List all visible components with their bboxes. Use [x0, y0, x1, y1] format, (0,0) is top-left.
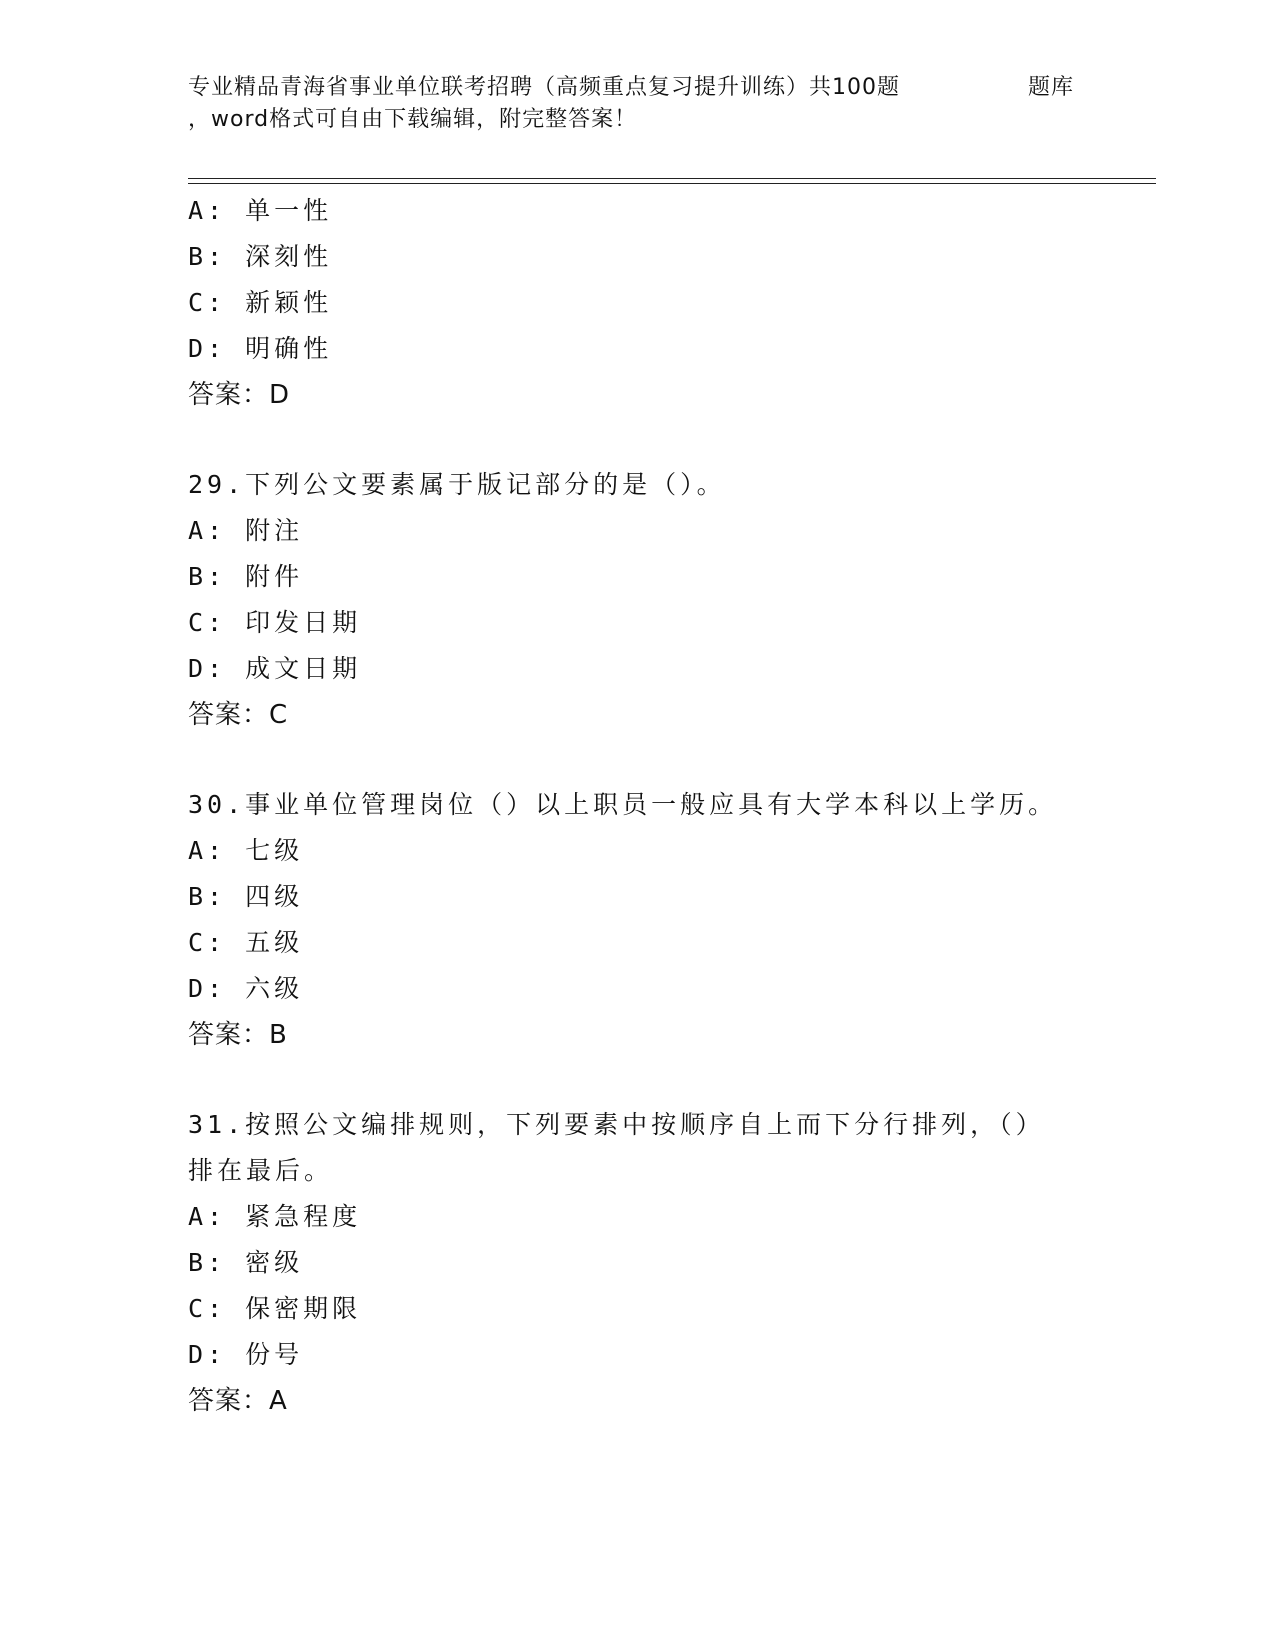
option-b [188, 874, 1088, 920]
option-text: 紧急程度 [245, 1202, 362, 1231]
option-text: 六级 [245, 974, 304, 1003]
option-letter: C: [188, 288, 227, 317]
answer-line: 答案：A [188, 1386, 288, 1416]
option-b [188, 1240, 1088, 1286]
option-letter: B: [188, 882, 227, 911]
question-29 [188, 462, 1088, 738]
answer-line: 答案：D [188, 380, 291, 410]
option-c [188, 600, 1088, 646]
header-divider-bottom [188, 183, 1156, 184]
header-tag: 题库 [1028, 75, 1075, 100]
question-text: 30.事业单位管理岗位（）以上职员一般应具有大学本科以上学历。 [188, 790, 1058, 819]
option-b [188, 554, 1088, 600]
option-text: 附件 [245, 562, 304, 591]
option-c [188, 1286, 1088, 1332]
option-text: 四级 [245, 882, 304, 911]
option-letter: A: [188, 196, 227, 225]
option-d [188, 326, 1088, 372]
document-header [188, 72, 1148, 136]
option-letter: A: [188, 516, 227, 545]
option-text: 七级 [245, 836, 304, 865]
question-list [188, 188, 1088, 1424]
option-a [188, 508, 1088, 554]
option-letter: C: [188, 608, 227, 637]
option-d [188, 1332, 1088, 1378]
question-31 [188, 1102, 1088, 1424]
option-c [188, 280, 1088, 326]
question-text: 29.下列公文要素属于版记部分的是（）。 [188, 470, 726, 499]
option-text: 单一性 [245, 196, 333, 225]
option-text: 保密期限 [245, 1294, 362, 1323]
option-text: 份号 [245, 1340, 304, 1369]
option-a [188, 188, 1088, 234]
option-b [188, 234, 1088, 280]
option-a [188, 1194, 1088, 1240]
option-text: 印发日期 [245, 608, 362, 637]
option-text: 明确性 [245, 334, 333, 363]
partial-question [188, 188, 1088, 418]
option-letter: C: [188, 928, 227, 957]
option-a [188, 828, 1088, 874]
header-title-line-1: 专业精品青海省事业单位联考招聘（高频重点复习提升训练）共100题 [188, 75, 900, 100]
question-30 [188, 782, 1088, 1058]
header-title-line-2: ，word格式可自由下载编辑，附完整答案！ [188, 107, 638, 132]
option-letter: D: [188, 334, 227, 363]
option-letter: D: [188, 974, 227, 1003]
header-divider-top [188, 178, 1156, 179]
option-text: 深刻性 [245, 242, 333, 271]
answer-line: 答案：C [188, 700, 289, 730]
option-d [188, 646, 1088, 692]
option-letter: A: [188, 1202, 227, 1231]
option-text: 五级 [245, 928, 304, 957]
option-letter: C: [188, 1294, 227, 1323]
answer-line: 答案：B [188, 1020, 288, 1050]
option-text: 成文日期 [245, 654, 362, 683]
option-letter: B: [188, 562, 227, 591]
option-text: 附注 [245, 516, 304, 545]
option-letter: B: [188, 1248, 227, 1277]
option-d [188, 966, 1088, 1012]
option-letter: D: [188, 654, 227, 683]
question-text: 31.按照公文编排规则，下列要素中按顺序自上而下分行排列，（）排在最后。 [188, 1110, 1045, 1185]
option-text: 新颖性 [245, 288, 333, 317]
option-c [188, 920, 1088, 966]
option-letter: B: [188, 242, 227, 271]
option-letter: A: [188, 836, 227, 865]
option-letter: D: [188, 1340, 227, 1369]
option-text: 密级 [245, 1248, 304, 1277]
